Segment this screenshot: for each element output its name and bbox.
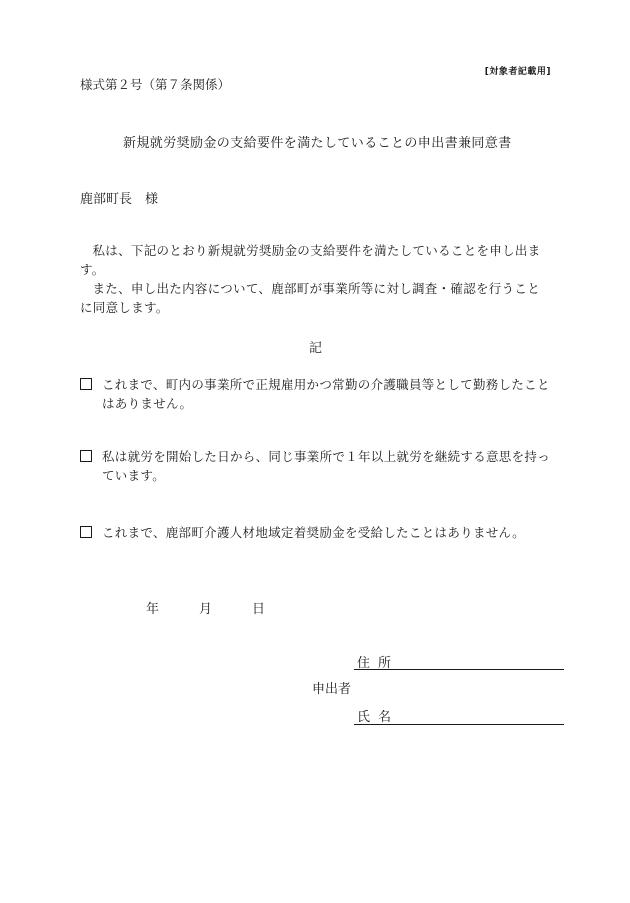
checklist-item [80,447,554,485]
addressee: 鹿部町長 様 [80,192,159,207]
declaration-paragraph: 私は、下記のとおり新規就労奨励金の支給要件を満たしていることを申し出ます。 [80,243,541,277]
checklist-item-text: これまで、町内の事業所で正規雇用かつ常勤の介護職員等として勤務したことはありません。 [102,377,550,411]
checklist-item [80,523,554,542]
form-number: 様式第２号（第７条関係） [80,77,231,92]
address-label: 住所 [357,656,400,671]
date-year-label: 年 [146,602,160,617]
checkbox[interactable] [80,450,92,462]
document-title: 新規就労奨励金の支給要件を満たしていることの申出書兼同意書 [123,136,512,151]
consent-paragraph: また、申し出た内容について、鹿部町が事業所等に対し調査・確認を行うことに同意します。 [80,281,541,315]
date-month-label: 月 [199,602,213,617]
checklist-item-text: これまで、鹿部町介護人材地域定着奨励金を受給したことはありません。 [102,525,525,540]
applicant-label: 申出者 [312,682,352,697]
address-field-line[interactable] [354,669,564,670]
target-tag: [対象者記載用] [484,67,551,77]
checkbox[interactable] [80,526,92,538]
checkbox[interactable] [80,378,92,390]
checklist-item-text: 私は就労を開始した日から、同じ事業所で１年以上就労を継続する意思を持っています。 [102,449,551,483]
name-label: 氏名 [357,710,400,725]
checklist-item [80,375,554,413]
name-field-line[interactable] [354,724,564,725]
date-day-label: 日 [252,602,266,617]
ki-heading: 記 [309,341,323,356]
